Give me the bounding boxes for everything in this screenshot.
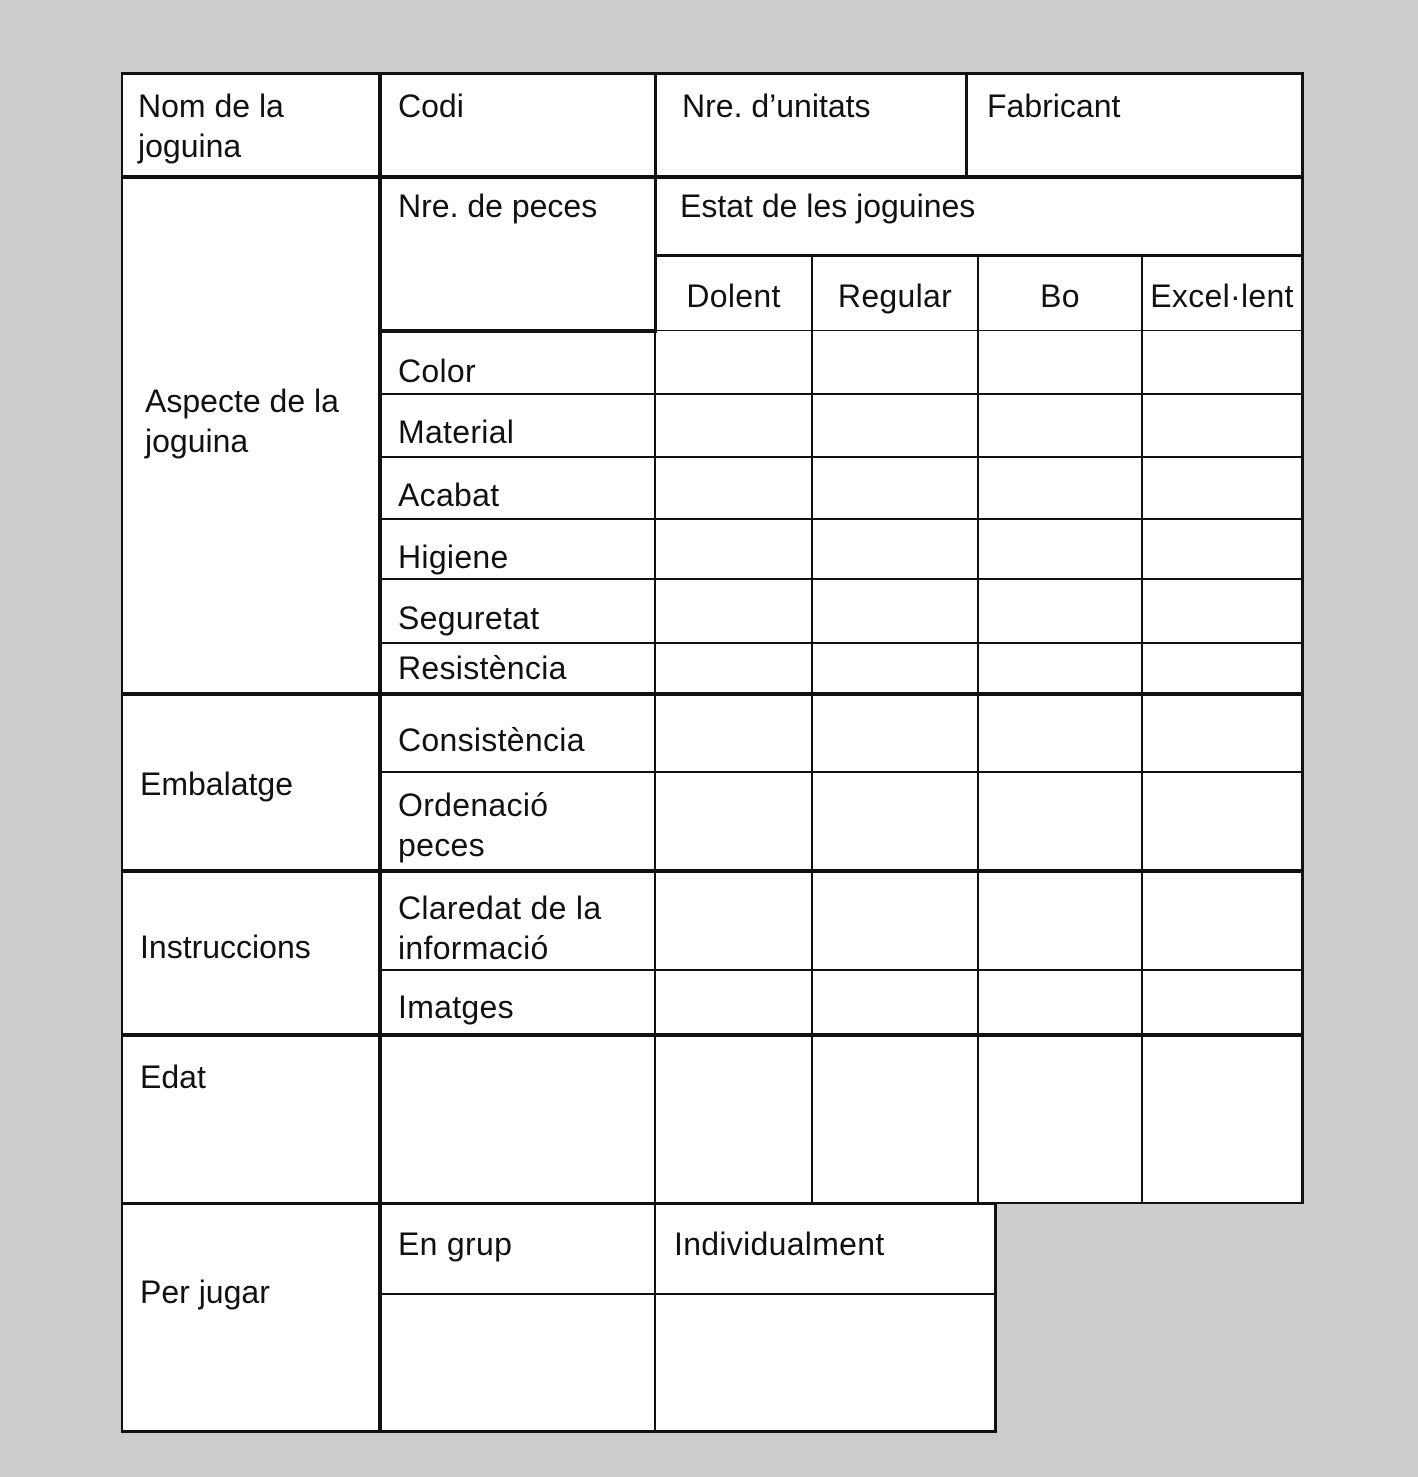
criterion-label: Color bbox=[398, 353, 476, 389]
packaging-section-label: Embalatge bbox=[140, 766, 293, 802]
criterion-label: Seguretat bbox=[398, 600, 540, 636]
rating-label-bo: Bo bbox=[1040, 278, 1080, 314]
pieces-cell-divider bbox=[380, 329, 657, 333]
criterion-label: Claredat de la bbox=[398, 890, 602, 926]
header-row-divider bbox=[121, 175, 1304, 179]
criterion-label: Consistència bbox=[398, 722, 585, 758]
play-table-border-right bbox=[994, 1203, 997, 1433]
rating-label-regular: Regular bbox=[837, 278, 953, 314]
play-section-label: Per jugar bbox=[140, 1274, 270, 1310]
play-option-group: En grup bbox=[398, 1226, 513, 1262]
play-options-divider bbox=[380, 1293, 996, 1295]
header-column-divider bbox=[965, 72, 968, 177]
table-border-right bbox=[1301, 72, 1304, 1204]
section-divider bbox=[121, 692, 1304, 696]
toy-name-label: Nom de la bbox=[138, 88, 284, 124]
criterion-label: Imatges bbox=[398, 989, 514, 1025]
units-label: Nre. d’unitats bbox=[682, 88, 871, 124]
table-border-top bbox=[121, 72, 1304, 75]
criterion-label: informació bbox=[398, 930, 549, 966]
row-divider bbox=[380, 518, 1302, 520]
state-label: Estat de les joguines bbox=[680, 188, 976, 224]
play-table-bottom bbox=[121, 1430, 997, 1433]
rating-column-divider bbox=[811, 256, 813, 1204]
section-divider bbox=[121, 869, 1304, 873]
row-divider bbox=[380, 771, 1302, 773]
row-divider bbox=[380, 969, 1302, 971]
criterion-label: Higiene bbox=[398, 539, 509, 575]
code-label: Codi bbox=[398, 88, 464, 124]
rating-label-excellent: Excel·lent bbox=[1150, 278, 1294, 314]
row-divider bbox=[380, 393, 1302, 395]
row-divider bbox=[380, 578, 1302, 580]
manufacturer-label: Fabricant bbox=[987, 88, 1121, 124]
play-option-individual: Individualment bbox=[674, 1226, 885, 1262]
aspect-section-label: Aspecte de la bbox=[145, 383, 339, 419]
age-section-label: Edat bbox=[140, 1059, 206, 1095]
table-border-left bbox=[121, 72, 123, 1433]
play-column-divider bbox=[654, 1203, 656, 1433]
row-divider bbox=[380, 456, 1302, 458]
criterion-label: Ordenació bbox=[398, 787, 549, 823]
rating-column-divider bbox=[1141, 256, 1143, 1204]
section-divider bbox=[121, 1033, 1304, 1037]
criterion-label: peces bbox=[398, 827, 485, 863]
play-table-top bbox=[121, 1203, 997, 1205]
criterion-label: Material bbox=[398, 414, 515, 450]
category-column-divider bbox=[378, 72, 382, 1433]
criterion-label: Acabat bbox=[398, 477, 500, 513]
instructions-section-label: Instruccions bbox=[140, 929, 311, 965]
state-title-divider bbox=[655, 254, 1304, 257]
row-divider bbox=[380, 642, 1302, 644]
rating-label-dolent: Dolent bbox=[686, 278, 781, 314]
pieces-label: Nre. de peces bbox=[398, 188, 598, 224]
rating-column-divider bbox=[977, 256, 979, 1204]
rating-column-divider bbox=[654, 330, 656, 1204]
aspect-section-label: joguina bbox=[145, 423, 249, 459]
criterion-label: Resistència bbox=[398, 650, 567, 686]
toy-name-label: joguina bbox=[138, 128, 242, 164]
